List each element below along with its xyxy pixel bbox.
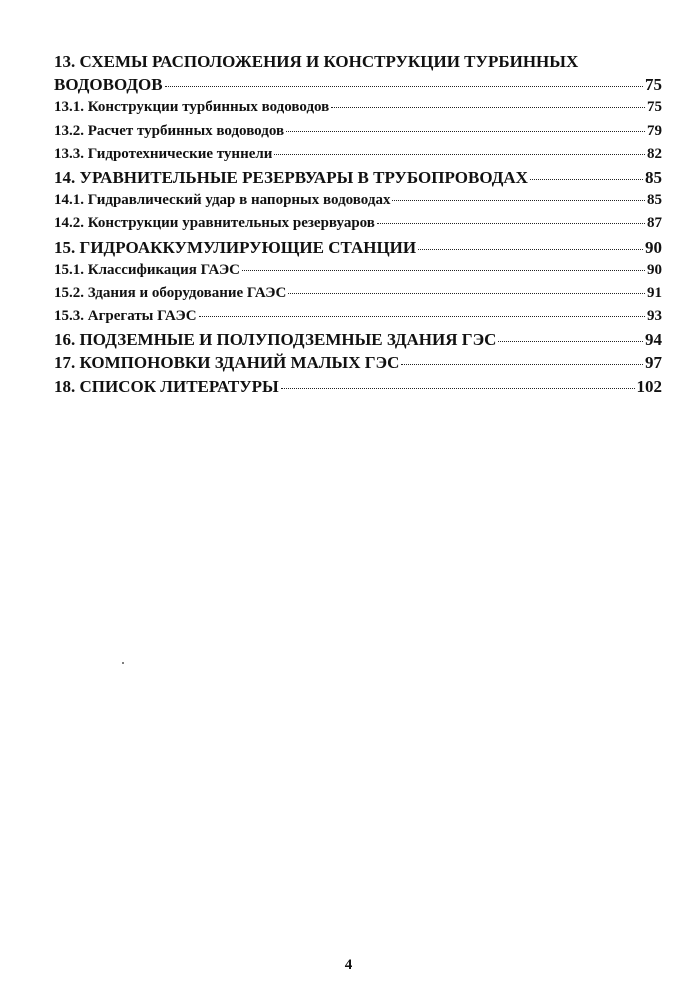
toc-entry-title: 13.2. Расчет турбинных водоводов <box>54 122 285 139</box>
toc-entry-page: 85 <box>647 192 662 209</box>
dot-leader <box>286 130 645 132</box>
toc-entry-title: 14.2. Конструкции уравнительных резервуаров <box>54 215 375 232</box>
toc-entry-title: 15. ГИДРОАККУМУЛИРУЮЩИЕ СТАНЦИИ <box>54 237 417 257</box>
dot-leader <box>331 106 645 108</box>
dot-leader <box>418 248 643 250</box>
toc-entry-title: 15.1. Классификация ГАЭС <box>54 261 240 278</box>
toc-entry-13-1[interactable] <box>54 96 662 119</box>
toc-entry-14-1[interactable] <box>54 189 662 212</box>
toc-entry-page: 93 <box>647 308 662 325</box>
dot-leader <box>165 85 643 87</box>
dot-leader <box>498 340 643 342</box>
toc-entry-page: 85 <box>645 167 662 187</box>
toc-entry-page: 87 <box>647 215 662 232</box>
toc-entry-title: 15.3. Агрегаты ГАЭС <box>54 308 197 325</box>
dot-leader <box>530 178 643 180</box>
toc-entry-page: 91 <box>647 284 662 301</box>
toc-entry-title: 15.2. Здания и оборудование ГАЭС <box>54 284 287 301</box>
toc-entry-title: 17. КОМПОНОВКИ ЗДАНИЙ МАЛЫХ ГЭС <box>54 353 400 373</box>
dot-leader <box>274 153 645 155</box>
toc-entry-14[interactable] <box>54 166 662 189</box>
page-number: 4 <box>344 957 353 973</box>
toc-entry-17[interactable] <box>54 351 662 374</box>
toc-entry-page: 102 <box>636 376 662 396</box>
toc-entry-14-2[interactable] <box>54 212 662 235</box>
scan-speck <box>122 662 124 664</box>
dot-leader <box>199 315 645 317</box>
toc-entry-18[interactable] <box>54 375 662 398</box>
toc-entry-page: 90 <box>645 237 662 257</box>
toc-heading-13-line1: 13. СХЕМЫ РАСПОЛОЖЕНИЯ И КОНСТРУКЦИИ ТУРБИННЫХ <box>54 52 579 71</box>
toc-entry-15-2[interactable] <box>54 282 662 305</box>
toc-entry-page: 94 <box>645 330 662 350</box>
table-of-contents <box>54 50 662 398</box>
toc-entry-16[interactable] <box>54 328 662 351</box>
toc-entry-page: 75 <box>645 75 662 95</box>
dot-leader <box>242 269 645 271</box>
toc-entry-15-3[interactable] <box>54 305 662 328</box>
toc-entry-page: 90 <box>647 261 662 278</box>
toc-entry-15-1[interactable] <box>54 259 662 282</box>
toc-entry-15[interactable] <box>54 236 662 259</box>
toc-entry-page: 79 <box>647 122 662 139</box>
toc-entry-title: 16. ПОДЗЕМНЫЕ И ПОЛУПОДЗЕМНЫЕ ЗДАНИЯ ГЭС <box>54 330 497 350</box>
toc-entry-13-3[interactable] <box>54 143 662 166</box>
dot-leader <box>281 387 635 389</box>
toc-entry-page: 75 <box>647 99 662 116</box>
toc-entry-page: 82 <box>647 145 662 162</box>
dot-leader <box>377 222 645 224</box>
toc-entry-title: ВОДОВОДОВ <box>54 75 163 95</box>
toc-entry-page: 97 <box>645 353 662 373</box>
toc-entry-title: 13.3. Гидротехнические туннели <box>54 145 273 162</box>
toc-entry-title: 14. УРАВНИТЕЛЬНЫЕ РЕЗЕРВУАРЫ В ТРУБОПРОВОДАХ <box>54 167 528 187</box>
dot-leader <box>401 363 643 365</box>
toc-entry-title: 14.1. Гидравлический удар в напорных водоводах <box>54 192 391 209</box>
dot-leader <box>288 292 645 294</box>
toc-entry-title: 18. СПИСОК ЛИТЕРАТУРЫ <box>54 376 279 396</box>
dot-leader <box>392 199 645 201</box>
toc-entry-13-2[interactable] <box>54 120 662 143</box>
toc-entry-title: 13.1. Конструкции турбинных водоводов <box>54 99 330 116</box>
toc-entry-13[interactable] <box>54 73 662 96</box>
